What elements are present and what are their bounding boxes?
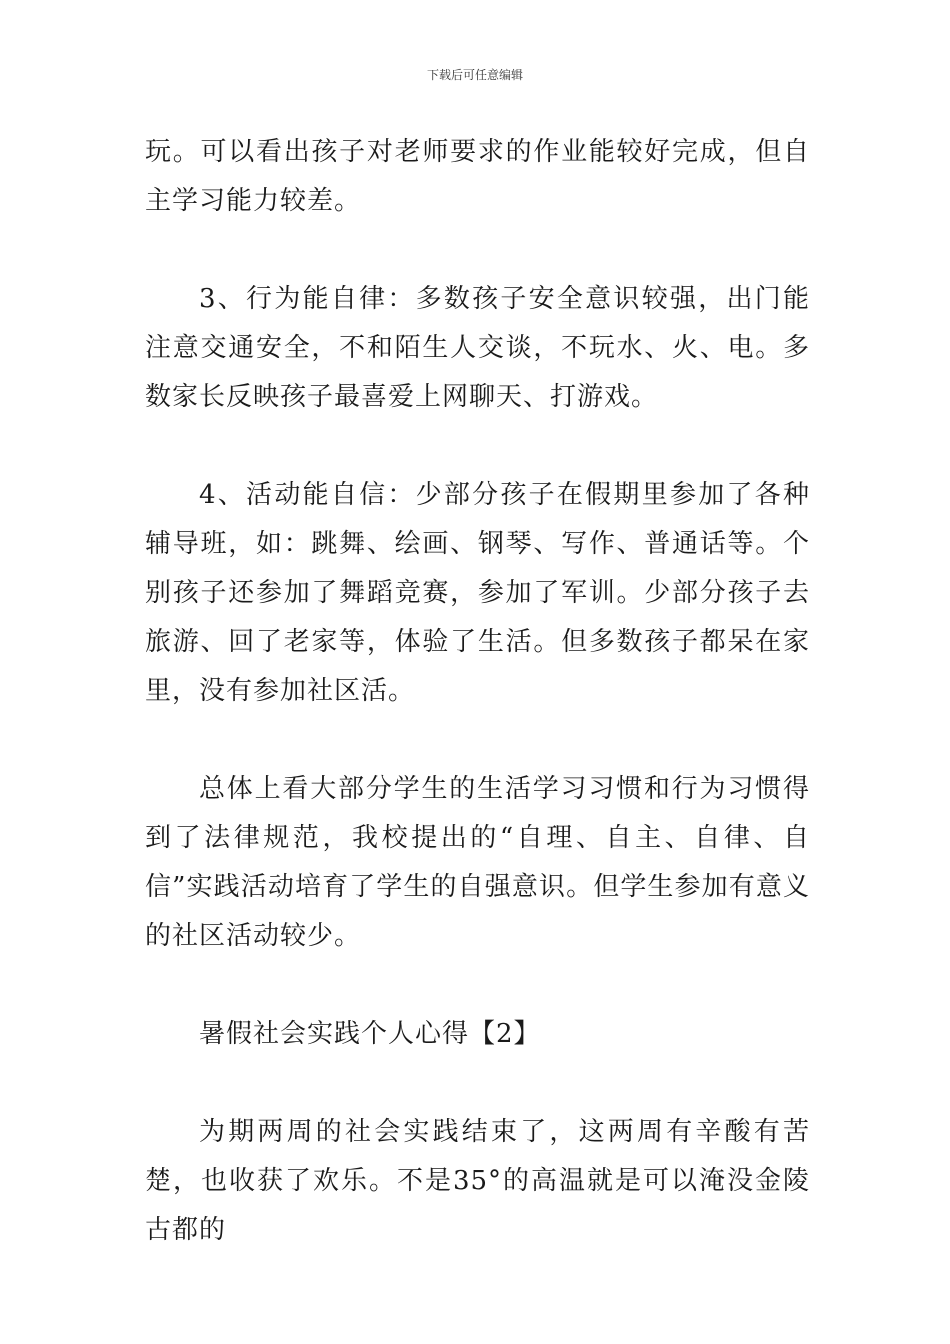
paragraph-behavior: 3、行为能自律：多数孩子安全意识较强，出门能注意交通安全，不和陌生人交谈，不玩水、火、电。多数家长反映孩子最喜爱上网聊天、打游戏。 (145, 284, 810, 412)
paragraph-activity: 4、活动能自信：少部分孩子在假期里参加了各种辅导班，如：跳舞、绘画、钢琴、写作、普通话等。个别孩子还参加了舞蹈竞赛，参加了军训。少部分孩子去旅游、回了老家等，体验了生活。但多数孩子都呆在家里，没有参加社区活。 (145, 480, 810, 706)
paragraph-gap (145, 1059, 810, 1108)
paragraph-intro: 为期两周的社会实践结束了，这两周有辛酸有苦楚，也收获了欢乐。不是35°的高温就是可以淹没金陵古都的 (145, 1117, 810, 1245)
paragraph-summary: 总体上看大部分学生的生活学习习惯和行为习惯得到了法律规范，我校提出的“自理、自主、自律、自信”实践活动培育了学生的自强意识。但学生参加有意义的社区活动较少。 (145, 774, 810, 951)
document-body (145, 128, 810, 1255)
paragraph-gap (145, 716, 810, 765)
paragraph-gap (145, 226, 810, 275)
page-header: 下载后可任意编辑 (426, 68, 523, 82)
section-heading: 暑假社会实践个人心得【2】 (199, 1019, 541, 1049)
paragraph-gap (145, 961, 810, 1010)
paragraph-gap (145, 422, 810, 471)
paragraph-continuation: 玩。可以看出孩子对老师要求的作业能较好完成，但自主学习能力较差。 (145, 137, 810, 216)
